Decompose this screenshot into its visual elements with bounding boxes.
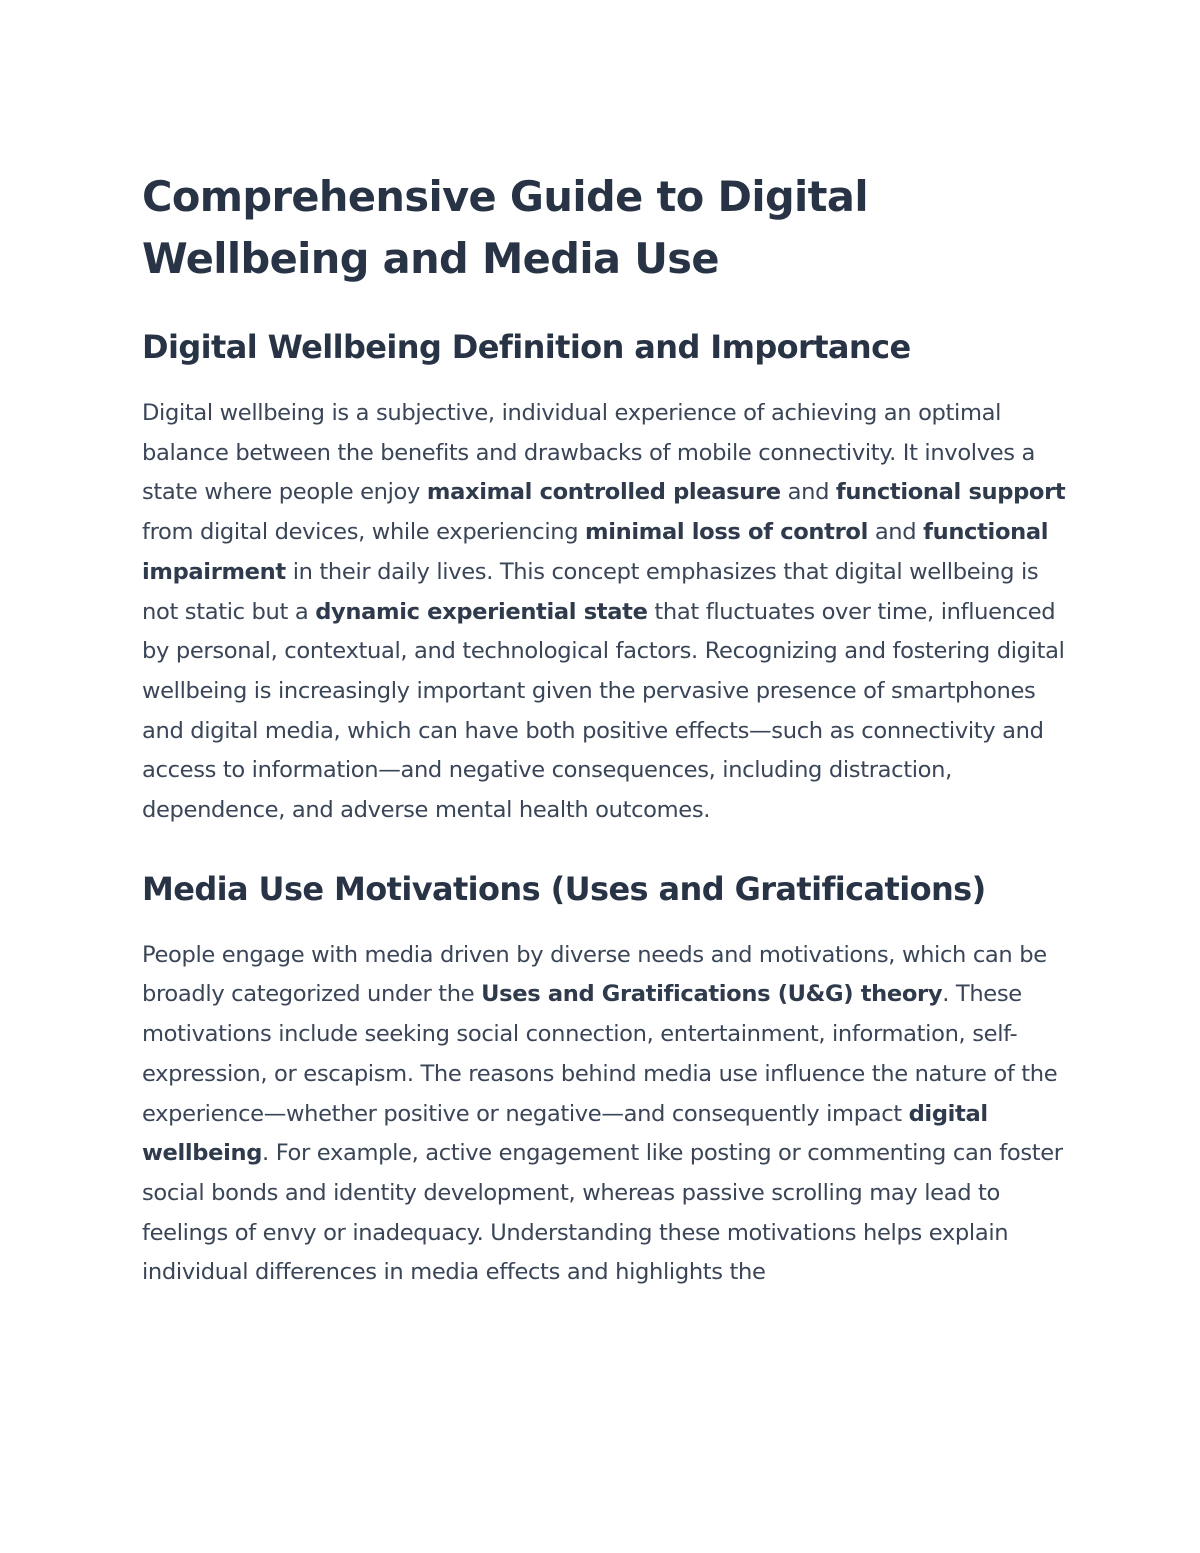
paragraph-text: and xyxy=(867,519,924,546)
paragraph-text: and xyxy=(780,479,836,506)
section-paragraph-digital-wellbeing xyxy=(142,394,1067,831)
bold-term: dynamic experiential state xyxy=(315,598,648,625)
document-page xyxy=(142,166,1067,1293)
paragraph-text: . For example, active engagement like posting or commenting can foster social bonds and identity development, whereas passive scrolling may lead to feelings of envy or inadequacy. Understanding these motivations helps explain individual differences in media effects and highlights the xyxy=(142,1140,1063,1286)
paragraph-text: Digital wellbeing is a subjective, individual experience of achieving an optimal balance between the benefits and drawbacks of mobile connectivity. It involves a state where people enjoy xyxy=(142,400,1036,506)
bold-term: maximal controlled pleasure xyxy=(426,479,781,506)
section-heading-digital-wellbeing: Digital Wellbeing Definition and Importance xyxy=(142,328,911,366)
section-paragraph-media-use-motivations xyxy=(142,936,1067,1293)
document-title: Comprehensive Guide to Digital Wellbeing and Media Use xyxy=(142,172,868,283)
bold-term: minimal loss of control xyxy=(585,519,868,546)
bold-term: digital wellbeing xyxy=(142,1100,988,1167)
paragraph-text: . These motivations include seeking social connection, entertainment, information, self-expression, or escapism. The reasons behind media use influence the nature of the experience—whether positive or negative—and consequently impact xyxy=(142,981,1058,1127)
bold-term: Uses and Gratifications (U&G) theory xyxy=(481,981,943,1008)
bold-term: functional impairment xyxy=(142,519,1049,585)
paragraph-text: from digital devices, while experiencing xyxy=(142,519,586,546)
paragraph-text: People engage with media driven by diverse needs and motivations, which can be broadly categorized under the xyxy=(142,941,1047,1008)
paragraph-text: that fluctuates over time, influenced by personal, contextual, and technological factors. Recognizing and fostering digital wellbeing is increasingly important given the pervasive presence of smartphones and digital media, which can have both positive effects—such as connectivity and access to information—and negative consequences, including distraction, dependence, and adverse mental health outcomes. xyxy=(142,598,1065,824)
paragraph-text: in their daily lives. This concept emphasizes that digital wellbeing is not static but a xyxy=(142,558,1039,625)
section-heading-media-use-motivations: Media Use Motivations (Uses and Gratifications) xyxy=(142,869,986,908)
bold-term: functional support xyxy=(835,479,1066,506)
